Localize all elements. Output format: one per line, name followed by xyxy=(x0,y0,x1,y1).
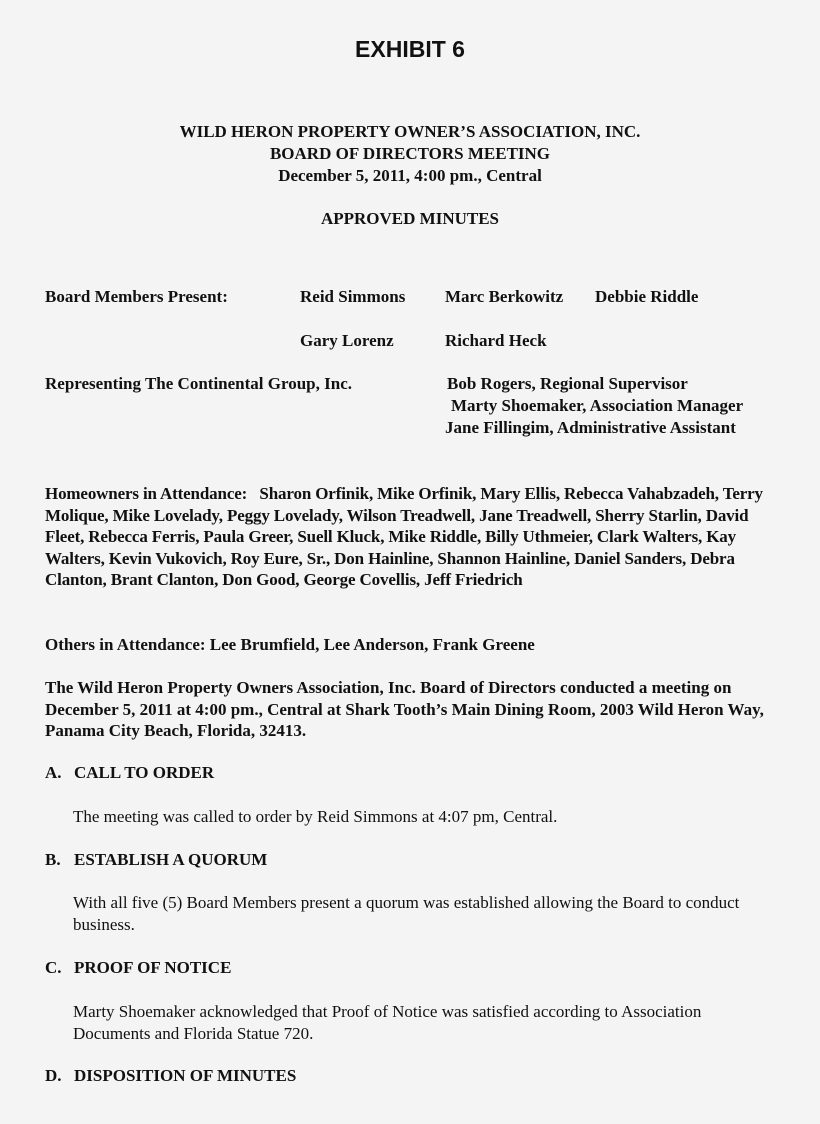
section-letter: D. xyxy=(45,1066,62,1085)
board-member: Richard Heck xyxy=(445,331,547,350)
section-heading xyxy=(45,957,231,979)
section-body: The meeting was called to order by Reid Simmons at 4:07 pm, Central. xyxy=(73,807,558,826)
section-heading xyxy=(45,762,214,784)
association-name: WILD HERON PROPERTY OWNER’S ASSOCIATION, INC. xyxy=(179,122,641,141)
homeowners-attendance: Homeowners in Attendance: Sharon Orfinik, Mike Orfinik, Mary Ellis, Rebecca Vahabzadeh, Terry Molique, Mike Lovelady, Peggy Lovelady, Wilson Treadwell, Jane Treadwell, Sherry Starlin, David Fleet, Rebecca Ferris, Paula Greer, Suell Kluck, Mike Riddle, Billy Uthmeier, Clark Walters, Kay Walters, Kevin Vukovich, Roy Eure, Sr., Don Hainline, Shannon Hainline, Daniel Sanders, Debra Clanton, Brant Clanton, Don Good, George Covellis, Jeff Friedrich xyxy=(45,484,767,589)
section-title: ESTABLISH A QUORUM xyxy=(74,850,268,869)
meeting-date: December 5, 2011, 4:00 pm., Central xyxy=(278,166,542,185)
representing-label: Representing The Continental Group, Inc. xyxy=(45,374,352,393)
representative: Jane Fillingim, Administrative Assistant xyxy=(445,418,736,437)
section-title: DISPOSITION OF MINUTES xyxy=(74,1066,297,1085)
representative: Bob Rogers, Regional Supervisor xyxy=(447,374,688,393)
meeting-title: BOARD OF DIRECTORS MEETING xyxy=(269,144,551,163)
section-body: With all five (5) Board Members present a quorum was established allowing the Board to conduct business. xyxy=(73,893,740,934)
board-member: Debbie Riddle xyxy=(595,287,699,306)
section-heading xyxy=(45,1065,296,1087)
minutes-status: APPROVED MINUTES xyxy=(320,209,500,228)
section-title: PROOF OF NOTICE xyxy=(74,958,232,977)
section-heading xyxy=(45,849,267,871)
section-letter: C. xyxy=(45,958,62,977)
board-member: Gary Lorenz xyxy=(300,331,394,350)
meeting-intro: The Wild Heron Property Owners Association, Inc. Board of Directors conducted a meeting on December 5, 2011 at 4:00 pm., Central at Shark Tooth’s Main Dining Room, 2003 Wild Heron Way, Panama City Beach, Florida, 32413. xyxy=(45,678,764,740)
board-member: Marc Berkowitz xyxy=(445,287,564,306)
others-attendance: Others in Attendance: Lee Brumfield, Lee Anderson, Frank Greene xyxy=(45,635,535,654)
section-body: Marty Shoemaker acknowledged that Proof of Notice was satisfied according to Association Documents and Florida Statue 720. xyxy=(73,1002,702,1043)
board-member: Reid Simmons xyxy=(300,287,406,306)
board-members-label: Board Members Present: xyxy=(45,287,228,306)
section-letter: B. xyxy=(45,850,61,869)
section-letter: A. xyxy=(45,763,62,782)
exhibit-title: EXHIBIT 6 xyxy=(355,36,465,62)
section-title: CALL TO ORDER xyxy=(74,763,215,782)
representative: Marty Shoemaker, Association Manager xyxy=(451,396,744,415)
